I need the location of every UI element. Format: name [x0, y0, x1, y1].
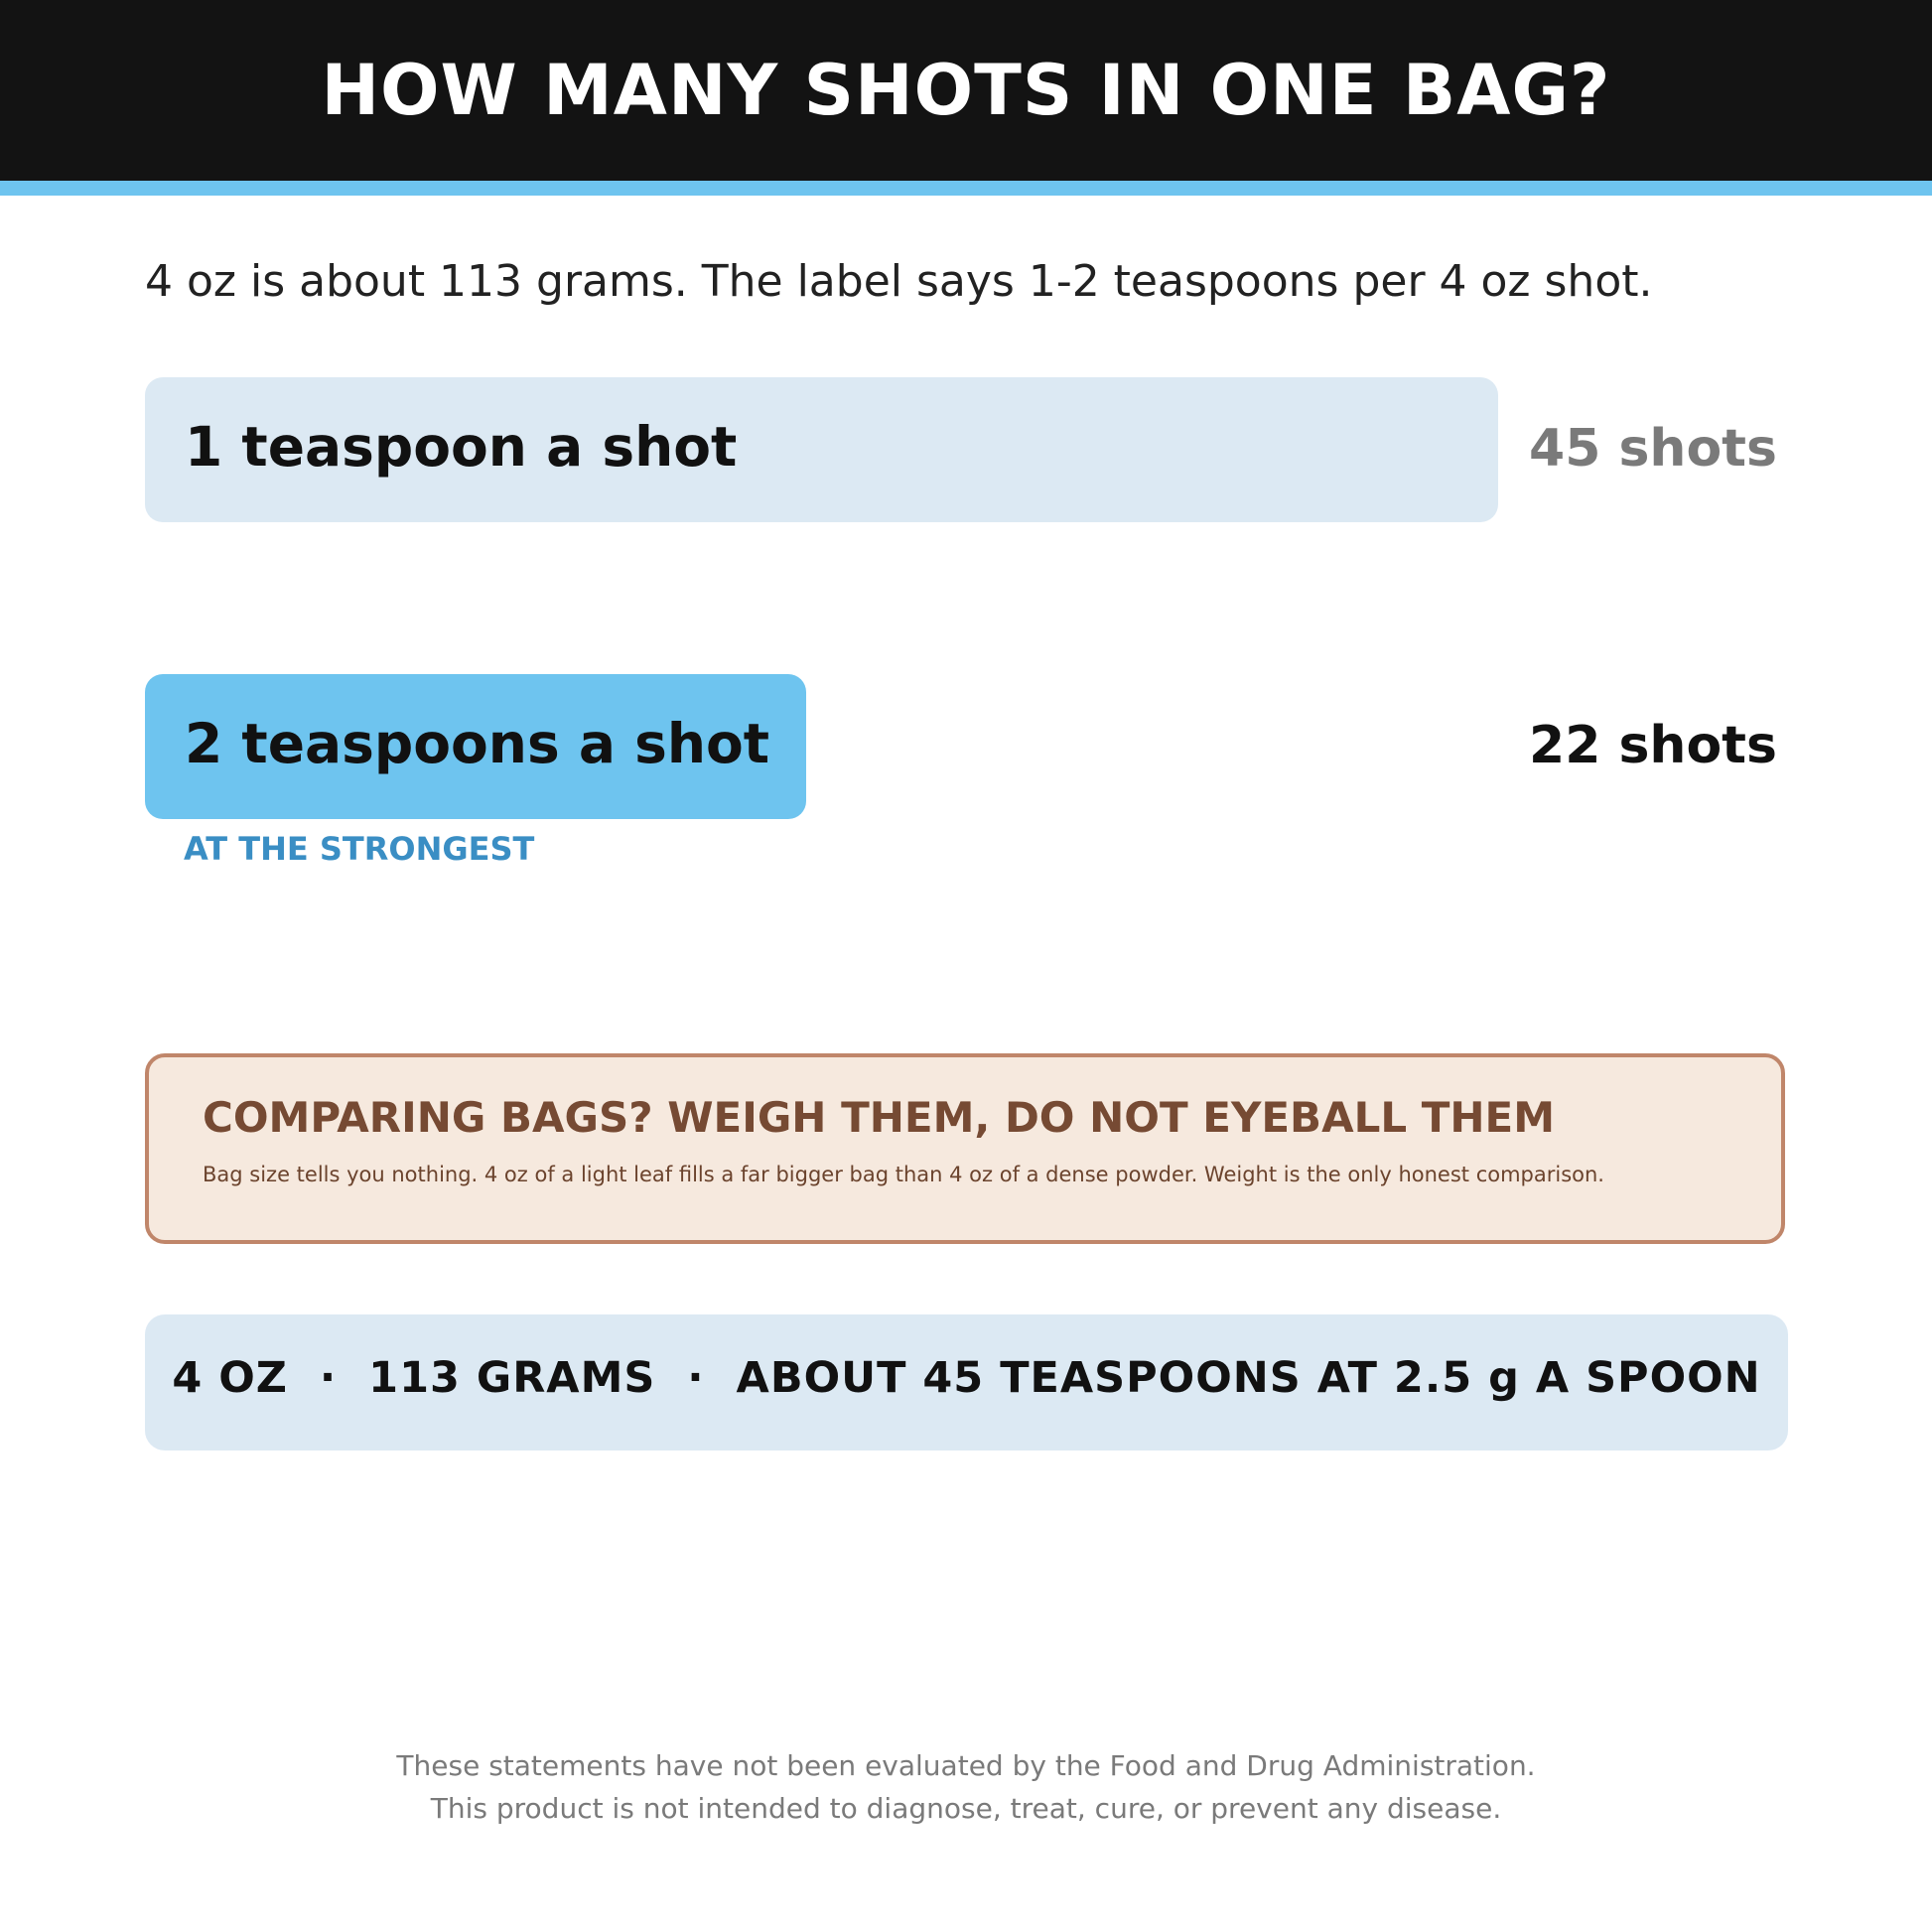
highlight-note: AT THE STRONGEST [184, 830, 535, 868]
bar-value-label: 45 shots [1529, 419, 1777, 479]
bar-label: 2 teaspoons a shot [185, 712, 770, 775]
comparison-callout [145, 1053, 1785, 1244]
callout-body: Bag size tells you nothing. 4 oz of a light leaf fills a far bigger bag than 4 oz of a dense powder. Weight is the only honest comparison. [203, 1163, 1604, 1186]
bar-label: 1 teaspoon a shot [185, 415, 738, 479]
page-title: HOW MANY SHOTS IN ONE BAG? [321, 50, 1611, 131]
bar-2 [145, 674, 806, 819]
summary-banner [145, 1314, 1788, 1450]
header-accent-stripe [0, 181, 1932, 196]
intro-text: 4 oz is about 113 grams. The label says 1-2 teaspoons per 4 oz shot. [145, 256, 1653, 307]
summary-text: 4 OZ · 113 GRAMS · ABOUT 45 TEASPOONS AT 2.5 g A SPOON [172, 1353, 1761, 1403]
callout-title: COMPARING BAGS? WEIGH THEM, DO NOT EYEBALL THEM [203, 1093, 1556, 1142]
disclaimer-line-1: These statements have not been evaluated by the Food and Drug Administration. [396, 1749, 1536, 1782]
bar-value-label: 22 shots [1529, 716, 1777, 775]
disclaimer-line-2: This product is not intended to diagnose, treat, cure, or prevent any disease. [430, 1792, 1502, 1825]
bar-1 [145, 377, 1498, 522]
header-bar [0, 0, 1932, 181]
